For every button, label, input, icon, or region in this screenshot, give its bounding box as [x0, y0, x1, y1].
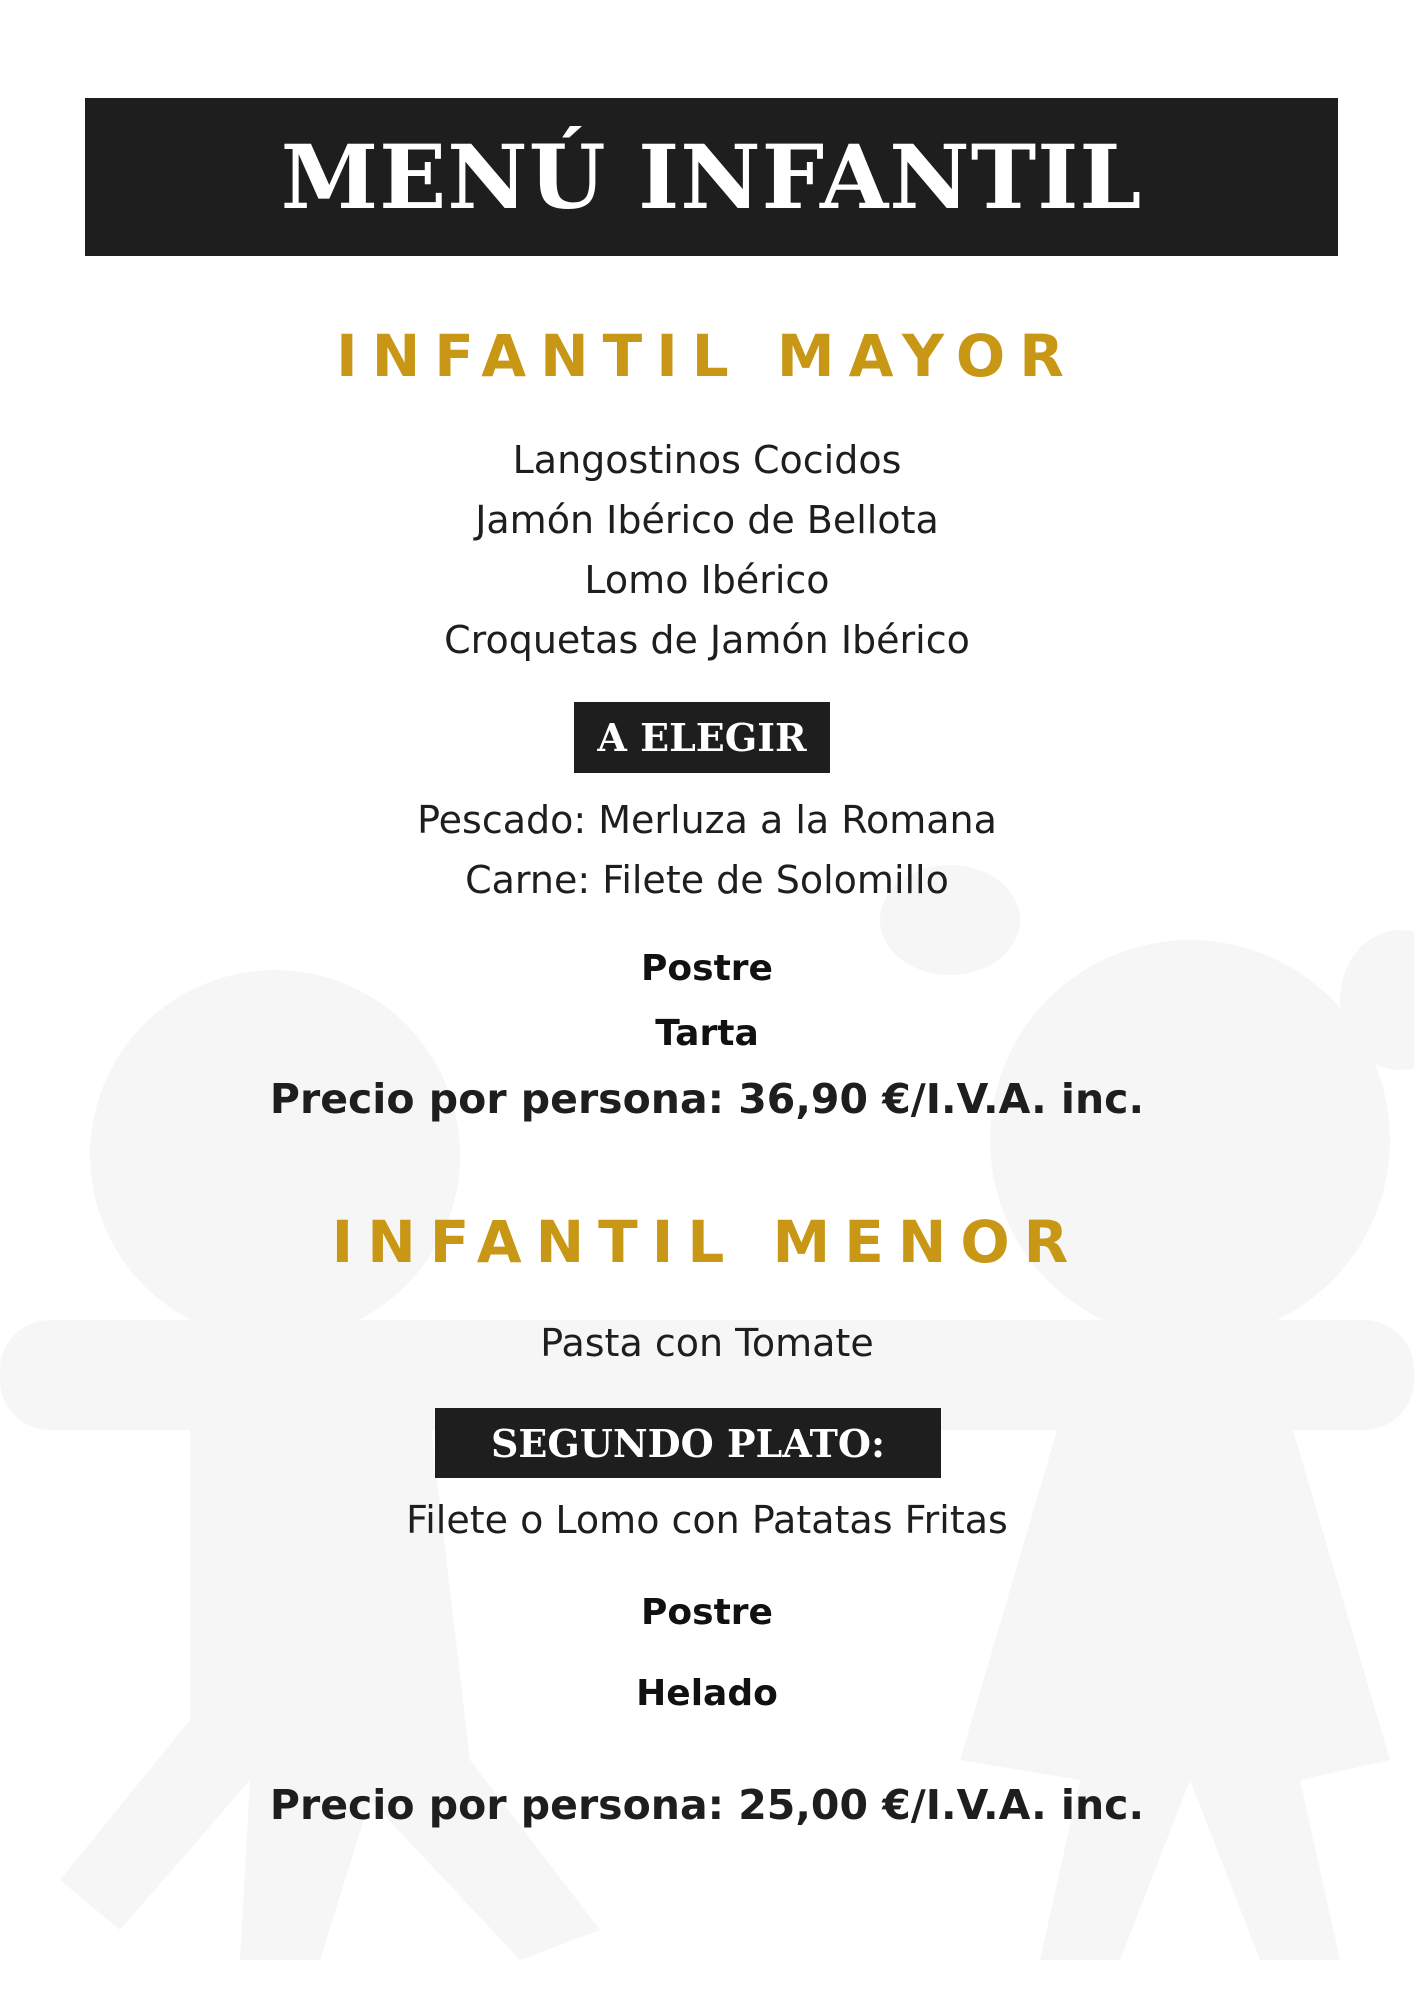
- menu-items-mayor: [0, 430, 1414, 670]
- section-heading-infantil-menor: INFANTIL MENOR: [331, 1208, 1083, 1276]
- choice-item: Carne: Filete de Solomillo: [465, 858, 949, 902]
- menu-item: Lomo Ibérico: [584, 558, 830, 602]
- dessert-label-mayor: Postre: [641, 948, 773, 989]
- choices-mayor: [0, 790, 1414, 910]
- price-mayor: Precio por persona: 36,90 €/I.V.A. inc.: [269, 1075, 1145, 1123]
- menu-item: Pasta con Tomate: [540, 1321, 874, 1365]
- title-banner: [85, 98, 1338, 256]
- dessert-label-menor: Postre: [641, 1592, 773, 1633]
- choice-item: Filete o Lomo con Patatas Fritas: [406, 1498, 1008, 1542]
- menu-item: Croquetas de Jamón Ibérico: [444, 618, 970, 662]
- a-elegir-label: A ELEGIR: [597, 715, 807, 760]
- segundo-plato-label: SEGUNDO PLATO:: [490, 1420, 886, 1466]
- dessert-mayor: Tarta: [655, 1013, 759, 1054]
- choices-menor: [0, 1490, 1414, 1550]
- price-menor: Precio por persona: 25,00 €/I.V.A. inc.: [269, 1781, 1145, 1829]
- dessert-menor: Helado: [636, 1673, 778, 1714]
- section-heading-infantil-mayor: INFANTIL MAYOR: [336, 322, 1078, 390]
- a-elegir-label-box: [574, 702, 830, 773]
- menu-items-menor: [0, 1313, 1414, 1373]
- menu-item: Jamón Ibérico de Bellota: [475, 498, 939, 542]
- segundo-plato-label-box: [435, 1408, 941, 1478]
- menu-item: Langostinos Cocidos: [512, 438, 902, 482]
- menu-title: MENÚ INFANTIL: [280, 125, 1143, 229]
- choice-item: Pescado: Merluza a la Romana: [417, 798, 997, 842]
